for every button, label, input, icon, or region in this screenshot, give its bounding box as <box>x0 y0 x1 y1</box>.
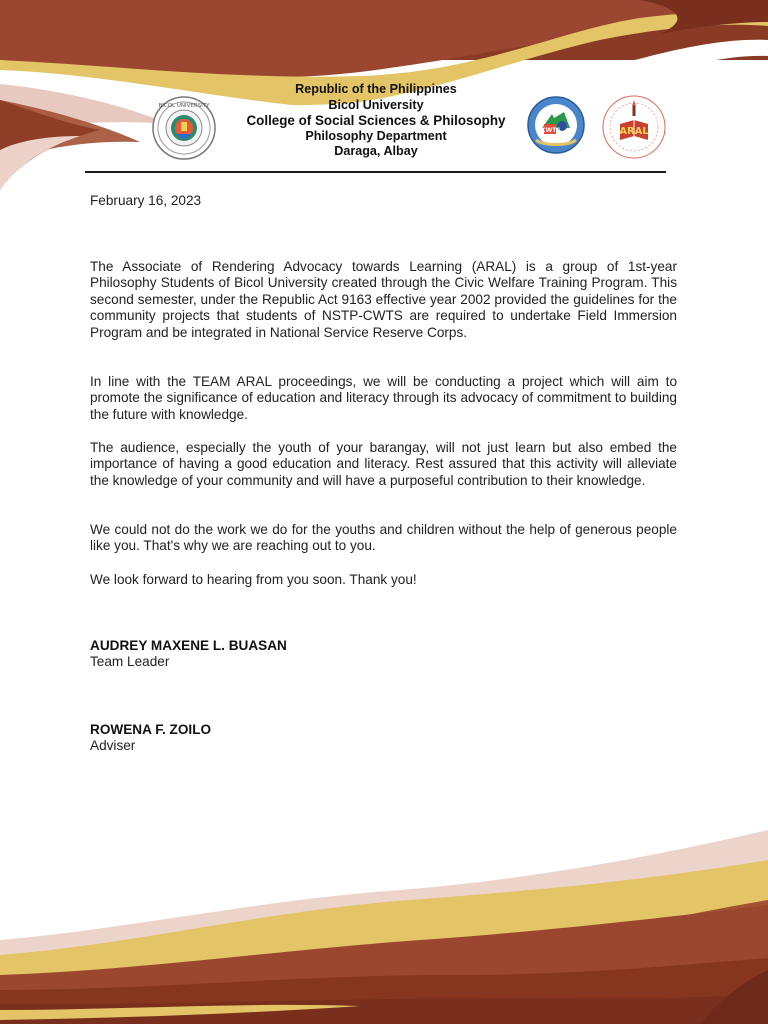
paragraph-1: The Associate of Rendering Advocacy towards Learning (ARAL) is a group of 1st-year Philosophy Students of Bicol University created through the Civic Welfare Training Program. This second semester, under the Republic Act 9163 effective year 2002 provided the guidelines for the community projects that students of NSTP-CWTS are required to undertake Field Immersion Program and be integrated in National Service Reserve Corps. <box>90 259 677 340</box>
bicol-university-seal-icon <box>152 96 216 160</box>
signatory-role: Team Leader <box>90 654 170 670</box>
letterhead-text <box>230 82 522 160</box>
header-location: Daraga, Albay <box>334 144 418 158</box>
paragraph-4: We could not do the work we do for the youths and children without the help of generous people like you. That's why we are reaching out to you. <box>90 522 677 554</box>
cwts-seal-icon <box>524 96 588 154</box>
header-university: Bicol University <box>328 97 424 112</box>
signatory-adviser <box>90 722 677 755</box>
svg-text:BICOL UNIVERSITY: BICOL UNIVERSITY <box>158 103 210 109</box>
letterhead <box>0 0 768 180</box>
signatory-name: ROWENA F. ZOILO <box>90 722 212 737</box>
paragraph-3: The audience, especially the youth of your barangay, will not just learn but also embed the importance of having a good education and literacy. Rest assured that this activity will alleviate the knowledge of your community and will have a purposeful contribution to their knowledge. <box>90 440 677 488</box>
paragraph-5: We look forward to hearing from you soon. Thank you! <box>90 572 417 587</box>
header-republic: Republic of the Philippines <box>295 82 457 96</box>
aral-seal-icon <box>598 94 670 160</box>
paragraph-2: In line with the TEAM ARAL proceedings, we will be conducting a project which will aim to promote the significance of education and literacy through its advocacy of commitment to building the future with knowledge. <box>90 374 677 422</box>
letter-date: February 16, 2023 <box>90 193 202 208</box>
signatory-role: Adviser <box>90 738 136 754</box>
header-divider <box>85 171 666 173</box>
signatory-team-leader <box>90 638 677 671</box>
svg-text:CWTS: CWTS <box>541 127 561 134</box>
header-college: College of Social Sciences & Philosophy <box>246 113 506 128</box>
header-department: Philosophy Department <box>305 128 447 143</box>
svg-text:ARAL: ARAL <box>619 126 649 137</box>
signatory-name: AUDREY MAXENE L. BUASAN <box>90 638 287 653</box>
